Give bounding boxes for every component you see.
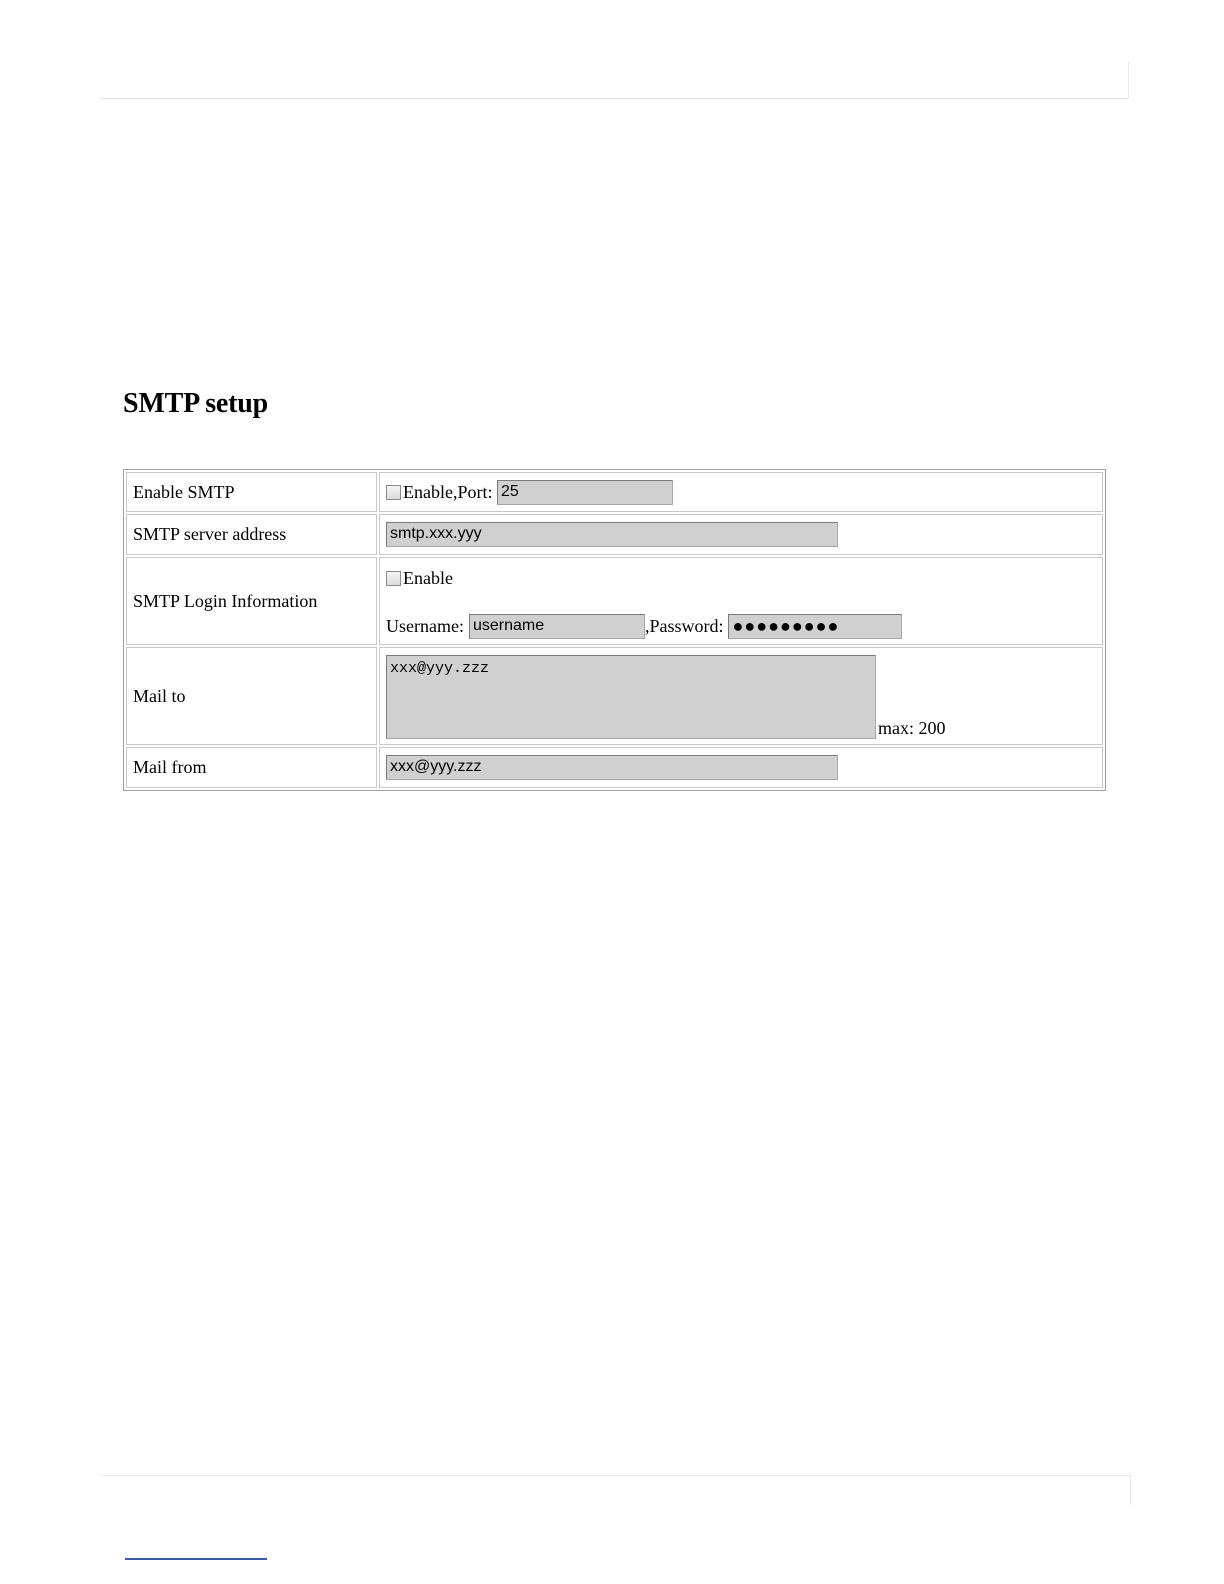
server-address-cell xyxy=(379,514,1103,555)
login-enable-checkbox-label: Enable xyxy=(403,567,453,588)
mail-to-cell xyxy=(379,647,1103,745)
enable-smtp-cell xyxy=(379,472,1103,512)
mail-to-wrap xyxy=(386,653,1096,739)
login-info-label: SMTP Login Information xyxy=(126,557,377,645)
footer-rule xyxy=(100,1475,1130,1476)
login-info-cell xyxy=(379,557,1103,645)
page-title: SMTP setup xyxy=(123,388,269,419)
mail-from-label: Mail from xyxy=(126,747,377,788)
username-input[interactable]: username xyxy=(469,614,645,639)
table-row-mail-from xyxy=(126,747,1103,788)
mail-to-max-note: max: 200 xyxy=(878,718,946,738)
table-row-server-address xyxy=(126,514,1103,555)
table-row-mail-to xyxy=(126,647,1103,745)
footer-link-underline xyxy=(125,1558,267,1560)
login-credentials-row xyxy=(386,612,1096,640)
smtp-settings-table xyxy=(123,469,1106,791)
mail-from-input[interactable]: xxx@yyy.zzz xyxy=(386,755,838,780)
password-label: ,Password: xyxy=(644,615,724,636)
login-enable-checkbox[interactable] xyxy=(386,571,401,586)
table-row-login-info xyxy=(126,557,1103,645)
server-address-label: SMTP server address xyxy=(126,514,377,555)
mail-from-cell xyxy=(379,747,1103,788)
server-address-input[interactable]: smtp.xxx.yyy xyxy=(386,522,838,547)
header-rule xyxy=(100,98,1128,99)
username-label: Username: xyxy=(386,615,464,636)
smtp-port-input[interactable]: 25 xyxy=(497,480,673,505)
mail-to-textarea[interactable]: xxx@yyy.zzz xyxy=(386,655,876,739)
enable-smtp-checkbox[interactable] xyxy=(386,485,401,500)
header-rule-corner xyxy=(1128,62,1129,99)
enable-smtp-label: Enable SMTP xyxy=(126,472,377,512)
footer-rule-corner xyxy=(1130,1475,1131,1505)
enable-smtp-checkbox-label: Enable,Port: xyxy=(403,481,493,502)
mail-to-label: Mail to xyxy=(126,647,377,745)
table-row-enable-smtp xyxy=(126,472,1103,512)
login-enable-row xyxy=(386,564,1096,592)
password-input[interactable]: ●●●●●●●●● xyxy=(728,614,902,639)
